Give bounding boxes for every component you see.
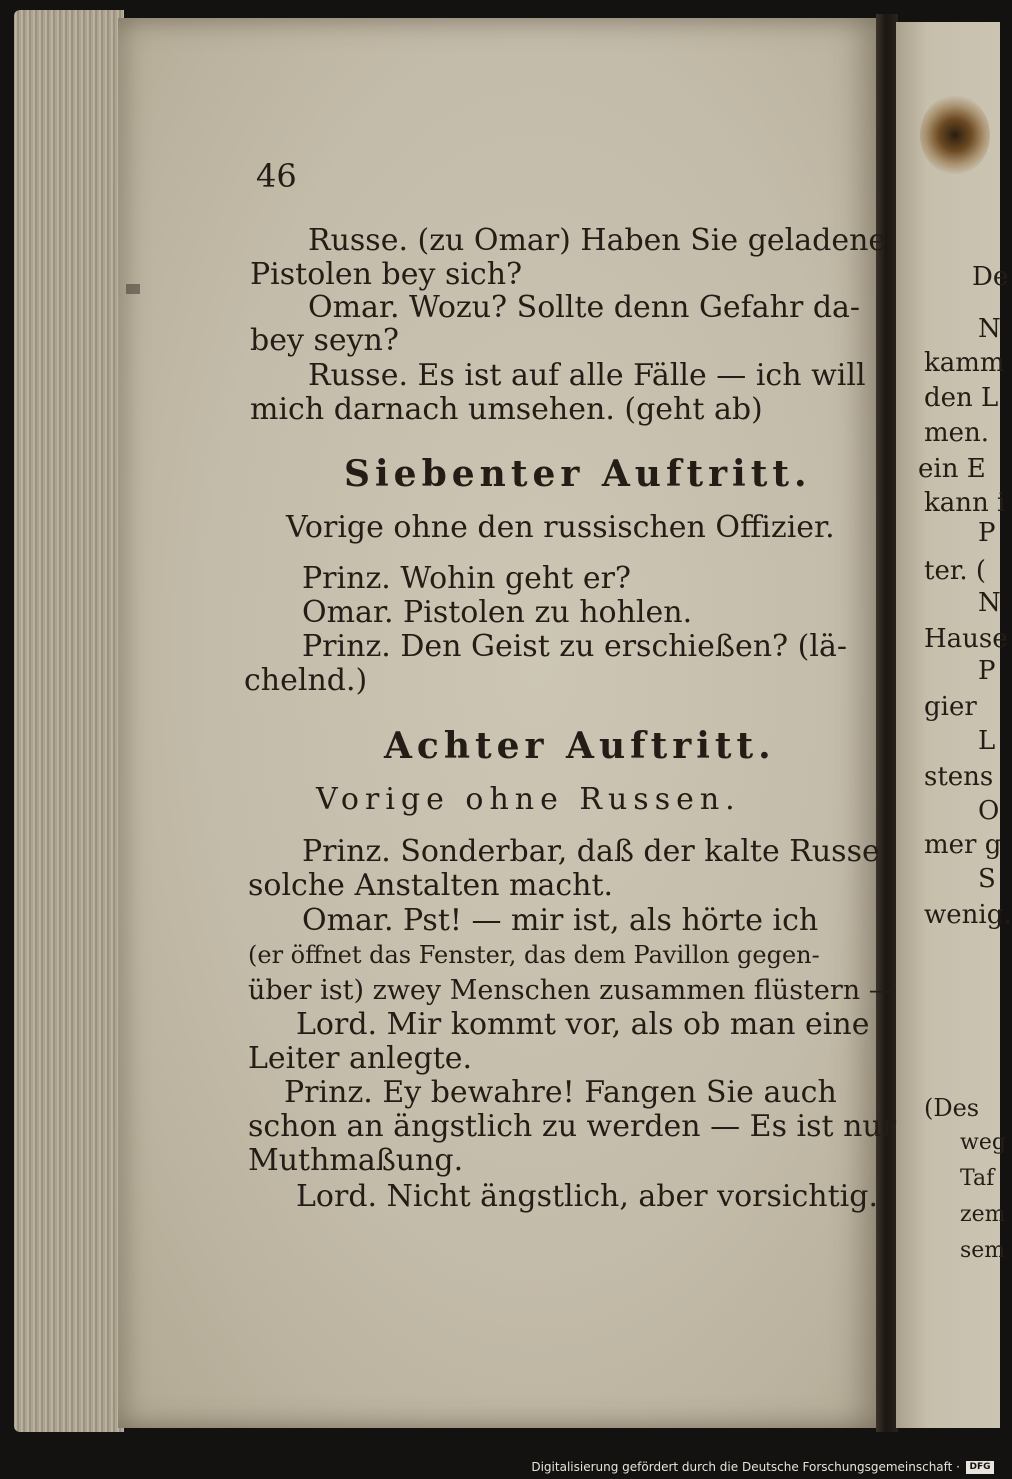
scene-heading: Achter Auftritt.: [384, 725, 776, 767]
text-line: chelnd.): [244, 663, 368, 698]
text-line: schon an ängstlich zu werden — Es ist nur: [248, 1109, 897, 1144]
text-line: solche Anstalten macht.: [248, 868, 614, 903]
text-line: mich darnach umsehen. (geht ab): [250, 392, 763, 427]
right-page-fragment: ein E: [918, 454, 986, 484]
right-page-fragment: zem: [960, 1202, 1006, 1227]
right-page-fragment: stens: [924, 762, 994, 792]
right-page-fragment: P: [978, 656, 996, 686]
page-number: 46: [256, 157, 297, 195]
text-line: Prinz. Wohin geht er?: [302, 561, 632, 596]
right-page-fragment: mer g: [924, 830, 1002, 860]
right-page-fragment: ter. (: [924, 556, 987, 586]
right-page-fragment: L: [978, 726, 996, 756]
text-line: Omar. Wozu? Sollte denn Gefahr da-: [308, 290, 861, 325]
right-page-fragment: Taf: [960, 1166, 995, 1191]
book-edge: [14, 10, 124, 1432]
margin-mark: [126, 284, 140, 294]
ink-stain: [920, 95, 990, 175]
text-line: Lord. Nicht ängstlich, aber vorsichtig.: [296, 1179, 878, 1214]
right-page-fragment: De: [972, 262, 1009, 292]
text-line: Leiter anlegte.: [248, 1041, 473, 1076]
right-page-fragment: wenig.: [924, 900, 1012, 930]
right-page-fragment: S: [978, 864, 996, 894]
scene-heading: Siebenter Auftritt.: [344, 453, 812, 495]
right-page-fragment: kamm: [924, 348, 1005, 378]
right-page-fragment: men.: [924, 418, 990, 448]
right-page-fragment: weg: [960, 1130, 1006, 1155]
right-page-fragment: kann i: [924, 488, 1006, 518]
right-page-fragment: den L: [924, 383, 999, 413]
text-line: Russe. (zu Omar) Haben Sie geladene: [308, 223, 887, 258]
scene-subheading: Vorige ohne den russischen Offizier.: [286, 510, 835, 545]
right-page-fragment: Hause: [924, 624, 1008, 654]
text-line: Prinz. Den Geist zu erschießen? (lä-: [302, 629, 847, 664]
text-line: Prinz. Ey bewahre! Fangen Sie auch: [284, 1075, 837, 1110]
dfg-logo: DFG: [966, 1461, 994, 1474]
scene-subheading: Vorige ohne Russen.: [316, 782, 741, 817]
right-page-fragment: N: [978, 588, 1001, 618]
text-line: Pistolen bey sich?: [250, 257, 523, 292]
text-line: bey seyn?: [250, 323, 399, 358]
text-line: über ist) zwey Menschen zusammen flüstern —: [248, 975, 896, 1006]
text-line: Russe. Es ist auf alle Fälle — ich will: [308, 358, 866, 393]
text-line: Muthmaßung.: [248, 1143, 464, 1178]
text-line: Lord. Mir kommt vor, als ob man eine: [296, 1007, 870, 1042]
footer-credit: Digitalisierung gefördert durch die Deutsche Forschungsgemeinschaft ·: [531, 1460, 960, 1474]
right-page-fragment: gier: [924, 692, 977, 722]
right-page-fragment: N: [978, 314, 1001, 344]
right-page-fragment: sem: [960, 1238, 1006, 1263]
digitization-footer: [0, 1456, 1000, 1479]
right-page-fragment: O: [978, 796, 1000, 826]
right-page-fragment: P: [978, 518, 996, 548]
text-line: Prinz. Sonderbar, daß der kalte Russe: [302, 834, 880, 869]
text-line: Omar. Pst! — mir ist, als hörte ich: [302, 903, 819, 938]
stage-direction-line: (er öffnet das Fenster, das dem Pavillon gegen-: [248, 941, 820, 969]
right-page-fragment: (Des: [924, 1094, 980, 1122]
text-line: Omar. Pistolen zu hohlen.: [302, 595, 693, 630]
